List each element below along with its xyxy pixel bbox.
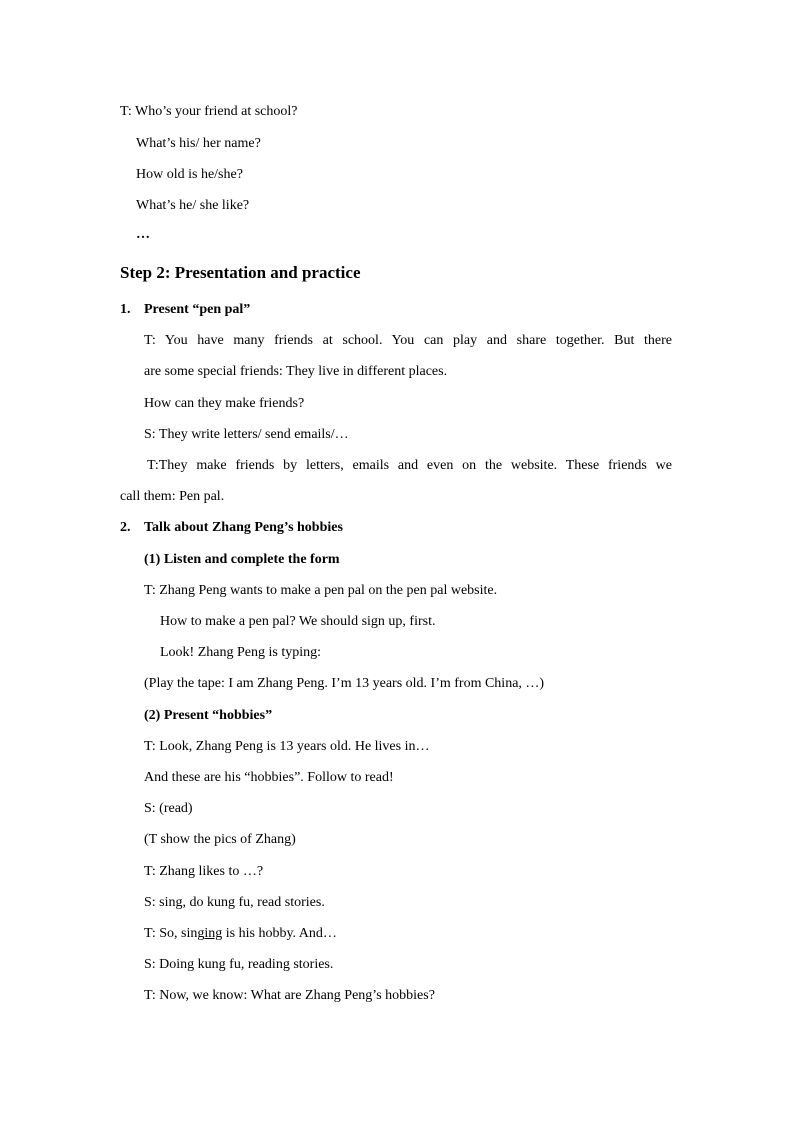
intro-ellipsis: …	[136, 227, 150, 242]
sub2-title: (2) Present “hobbies”	[144, 708, 273, 723]
intro-name-question: What’s his/ her name?	[136, 136, 261, 151]
sub2-line: T: Look, Zhang Peng is 13 years old. He lives in…	[144, 739, 430, 754]
item1-number: 1.	[120, 302, 131, 317]
underlined-suffix: ing	[204, 926, 223, 941]
item1-title: Present “pen pal”	[144, 302, 251, 317]
intro-teacher-question: T: Who’s your friend at school?	[120, 104, 298, 119]
item1-question-line: How can they make friends?	[144, 396, 305, 411]
sub2-line: S: Doing kung fu, reading stories.	[144, 957, 334, 972]
sub1-line: T: Zhang Peng wants to make a pen pal on the pen pal website.	[144, 583, 498, 598]
sub2-line: S: sing, do kung fu, read stories.	[144, 895, 325, 910]
intro-like-question: What’s he/ she like?	[136, 198, 250, 213]
sub2-line: T: Now, we know: What are Zhang Peng’s hobbies?	[144, 988, 435, 1003]
step2-heading: Step 2: Presentation and practice	[120, 263, 361, 282]
item1-student-answer: S: They write letters/ send emails/…	[144, 427, 349, 442]
item2-title: Talk about Zhang Peng’s hobbies	[144, 520, 343, 535]
item1-paragraph-line: call them: Pen pal.	[120, 489, 225, 504]
sub2-line: S: (read)	[144, 801, 193, 816]
item2-number: 2.	[120, 520, 131, 535]
sub1-line: How to make a pen pal? We should sign up, first.	[160, 614, 436, 629]
sub1-line: Look! Zhang Peng is typing:	[160, 645, 321, 660]
sub2-line	[144, 925, 337, 943]
sub2-line: T: Zhang likes to …?	[144, 864, 264, 879]
sub2-line: And these are his “hobbies”. Follow to read!	[144, 770, 394, 785]
sub2-line-end: is his hobby. And…	[222, 926, 337, 941]
item1-paragraph-line: T:They make friends by letters, emails and even on the website. These friends we	[147, 458, 672, 473]
sub1-line: (Play the tape: I am Zhang Peng. I’m 13 years old. I’m from China, …)	[144, 676, 545, 691]
sub1-title: (1) Listen and complete the form	[144, 552, 340, 567]
intro-age-question: How old is he/she?	[136, 167, 243, 182]
sub2-line: (T show the pics of Zhang)	[144, 832, 296, 847]
item1-paragraph-line: are some special friends: They live in different places.	[144, 364, 448, 379]
item1-paragraph-line: T: You have many friends at school. You can play and share together. But there	[144, 333, 672, 348]
sub2-line-start: T: So, sing	[144, 926, 205, 941]
